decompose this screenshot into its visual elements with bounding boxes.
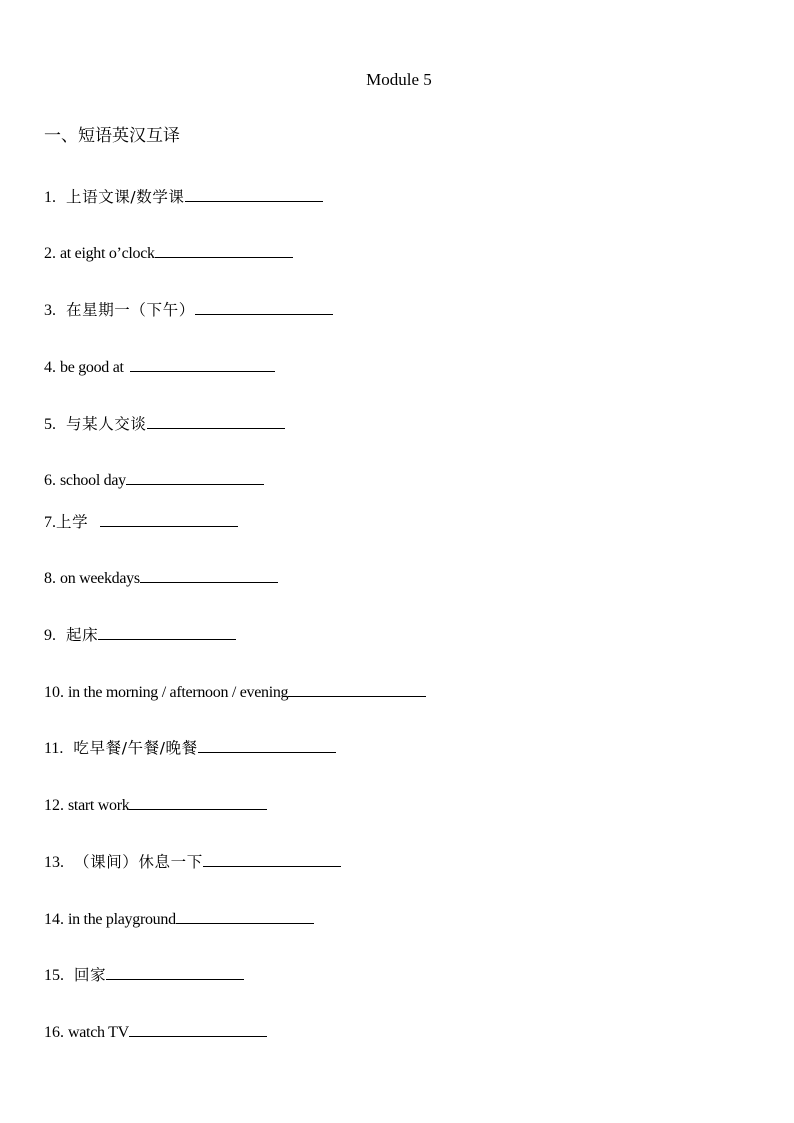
answer-blank <box>98 623 236 640</box>
exercise-item-1 <box>44 185 323 208</box>
page-title: Module 5 <box>366 70 432 89</box>
item-number: 13. <box>44 854 64 871</box>
exercise-item-13 <box>44 850 341 873</box>
answer-blank <box>195 298 333 315</box>
exercise-item-14 <box>44 907 314 930</box>
item-text: on weekdays <box>60 570 140 587</box>
item-number: 4. <box>44 359 56 376</box>
exercise-item-8 <box>44 566 278 589</box>
item-number: 5. <box>44 416 56 433</box>
item-number: 2. <box>44 245 56 262</box>
item-text: in the playground <box>68 911 176 928</box>
answer-blank <box>130 355 275 372</box>
item-text: 起床 <box>66 626 99 644</box>
answer-blank <box>203 850 341 867</box>
exercise-item-3 <box>44 298 333 321</box>
item-number: 9. <box>44 627 56 644</box>
item-text: 吃早餐/午餐/晚餐 <box>73 739 198 757</box>
item-text: in the morning / afternoon / evening <box>68 684 289 701</box>
item-text: be good at <box>60 359 124 376</box>
item-number: 3. <box>44 302 56 319</box>
item-text: 回家 <box>74 966 107 984</box>
item-number: 1. <box>44 189 56 206</box>
answer-blank <box>288 680 426 697</box>
item-number: 10. <box>44 684 64 701</box>
exercise-item-16 <box>44 1020 267 1043</box>
answer-blank <box>185 185 323 202</box>
answer-blank <box>140 566 278 583</box>
item-text: 上学 <box>56 513 89 531</box>
exercise-item-4 <box>44 355 275 378</box>
answer-blank <box>129 1020 267 1037</box>
exercise-item-12 <box>44 793 267 816</box>
exercise-item-15 <box>44 963 244 986</box>
item-text: 在星期一（下午） <box>66 301 195 319</box>
item-number: 12. <box>44 797 64 814</box>
exercise-item-7 <box>44 510 238 533</box>
item-number: 6. <box>44 472 56 489</box>
item-text: 上语文课/数学课 <box>66 188 185 206</box>
section-heading: 一、短语英汉互译 <box>44 126 180 146</box>
item-number: 15. <box>44 967 64 984</box>
answer-blank <box>129 793 267 810</box>
answer-blank <box>176 907 314 924</box>
exercise-item-6 <box>44 468 264 491</box>
item-text: school day <box>60 472 126 489</box>
exercise-item-5 <box>44 412 285 435</box>
item-text: watch TV <box>68 1024 129 1041</box>
item-number: 7. <box>44 514 56 531</box>
answer-blank <box>126 468 264 485</box>
item-text: start work <box>68 797 130 814</box>
answer-blank <box>106 963 244 980</box>
exercise-item-2 <box>44 241 293 264</box>
answer-blank <box>155 241 293 258</box>
item-text: 与某人交谈 <box>66 415 147 433</box>
exercise-item-10 <box>44 680 426 703</box>
answer-blank <box>100 510 238 527</box>
item-number: 8. <box>44 570 56 587</box>
item-number: 14. <box>44 911 64 928</box>
answer-blank <box>198 736 336 753</box>
exercise-item-11 <box>44 736 336 759</box>
item-number: 11. <box>44 740 64 757</box>
item-text: at eight o’clock <box>60 245 155 262</box>
item-number: 16. <box>44 1024 64 1041</box>
item-text: （课间）休息一下 <box>74 853 203 871</box>
exercise-item-9 <box>44 623 236 646</box>
answer-blank <box>147 412 285 429</box>
